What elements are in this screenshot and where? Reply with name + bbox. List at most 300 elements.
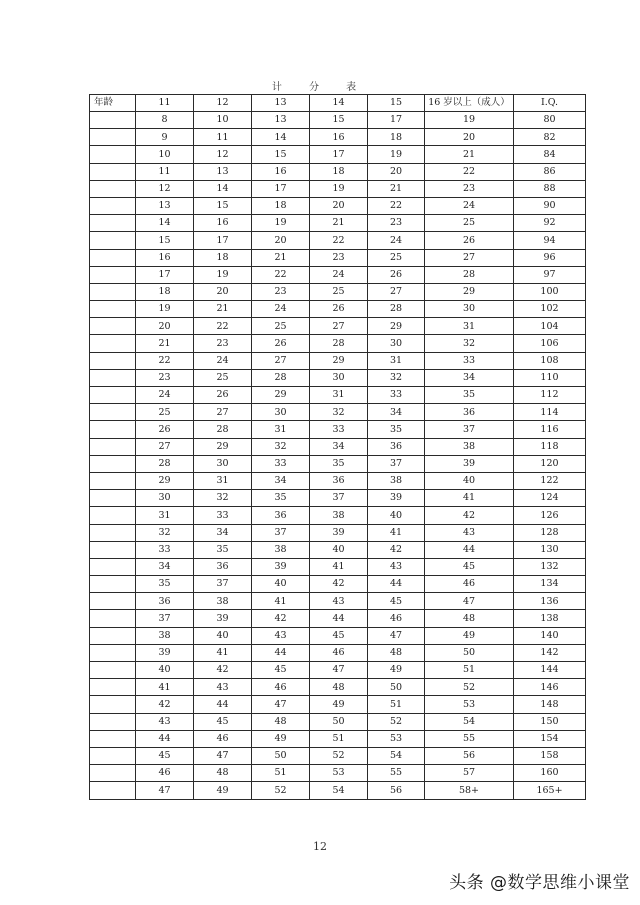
table-cell: 34 bbox=[368, 404, 425, 421]
table-cell: 23 bbox=[368, 215, 425, 232]
table-cell: 22 bbox=[252, 266, 310, 283]
table-cell: 37 bbox=[425, 421, 514, 438]
table-cell: 33 bbox=[252, 455, 310, 472]
table-cell bbox=[90, 180, 136, 197]
table-cell: 92 bbox=[514, 215, 586, 232]
table-cell: 44 bbox=[425, 541, 514, 558]
table-cell: 55 bbox=[368, 765, 425, 782]
table-cell: 30 bbox=[368, 335, 425, 352]
table-cell: 22 bbox=[310, 232, 368, 249]
table-cell: 10 bbox=[136, 146, 194, 163]
table-cell: 134 bbox=[514, 576, 586, 593]
table-row bbox=[90, 180, 586, 197]
table-cell: 19 bbox=[425, 112, 514, 129]
table-cell: 30 bbox=[425, 301, 514, 318]
table-cell: 41 bbox=[425, 490, 514, 507]
table-cell: 26 bbox=[252, 335, 310, 352]
table-cell: 23 bbox=[136, 369, 194, 386]
table-cell: 44 bbox=[252, 644, 310, 661]
table-row bbox=[90, 455, 586, 472]
table-cell: 38 bbox=[252, 541, 310, 558]
table-cell: 52 bbox=[425, 679, 514, 696]
table-cell: 28 bbox=[194, 421, 252, 438]
table-cell bbox=[90, 266, 136, 283]
table-cell: 28 bbox=[425, 266, 514, 283]
table-cell bbox=[90, 197, 136, 214]
table-cell: 20 bbox=[194, 283, 252, 300]
table-cell bbox=[90, 765, 136, 782]
table-cell: 28 bbox=[368, 301, 425, 318]
table-cell: 29 bbox=[310, 352, 368, 369]
table-cell: 45 bbox=[252, 662, 310, 679]
table-cell: 32 bbox=[252, 438, 310, 455]
table-cell: 44 bbox=[194, 696, 252, 713]
table-cell: 34 bbox=[425, 369, 514, 386]
table-cell bbox=[90, 215, 136, 232]
table-cell: 57 bbox=[425, 765, 514, 782]
table-cell: 36 bbox=[194, 558, 252, 575]
table-cell: 54 bbox=[368, 747, 425, 764]
table-row bbox=[90, 421, 586, 438]
table-cell: 25 bbox=[425, 215, 514, 232]
table-cell: 23 bbox=[194, 335, 252, 352]
table-cell: 28 bbox=[310, 335, 368, 352]
table-cell: 13 bbox=[252, 112, 310, 129]
table-cell: 39 bbox=[425, 455, 514, 472]
table-cell: 46 bbox=[368, 610, 425, 627]
table-cell: 146 bbox=[514, 679, 586, 696]
table-row bbox=[90, 593, 586, 610]
table-cell: 21 bbox=[136, 335, 194, 352]
table-cell: 39 bbox=[136, 644, 194, 661]
table-row bbox=[90, 318, 586, 335]
table-cell: 22 bbox=[368, 197, 425, 214]
table-cell: 41 bbox=[310, 558, 368, 575]
table-cell: 43 bbox=[252, 627, 310, 644]
table-cell: 100 bbox=[514, 283, 586, 300]
table-row bbox=[90, 713, 586, 730]
table-cell bbox=[90, 747, 136, 764]
table-cell bbox=[90, 627, 136, 644]
table-cell bbox=[90, 644, 136, 661]
table-cell: 82 bbox=[514, 129, 586, 146]
table-row bbox=[90, 112, 586, 129]
table-cell: 47 bbox=[252, 696, 310, 713]
header-cell: 11 bbox=[136, 95, 194, 112]
table-cell: 45 bbox=[425, 558, 514, 575]
table-cell: 38 bbox=[310, 507, 368, 524]
table-cell: 158 bbox=[514, 747, 586, 764]
table-cell: 26 bbox=[368, 266, 425, 283]
table-row bbox=[90, 369, 586, 386]
table-cell bbox=[90, 662, 136, 679]
table-cell: 27 bbox=[194, 404, 252, 421]
table-cell: 21 bbox=[425, 146, 514, 163]
table-cell: 26 bbox=[136, 421, 194, 438]
table-cell: 43 bbox=[368, 558, 425, 575]
table-cell: 41 bbox=[136, 679, 194, 696]
table-cell: 33 bbox=[194, 507, 252, 524]
table-cell: 19 bbox=[310, 180, 368, 197]
table-cell: 32 bbox=[310, 404, 368, 421]
header-cell: 14 bbox=[310, 95, 368, 112]
table-cell: 51 bbox=[368, 696, 425, 713]
table-cell: 25 bbox=[252, 318, 310, 335]
table-cell: 37 bbox=[194, 576, 252, 593]
table-cell bbox=[90, 232, 136, 249]
table-cell: 35 bbox=[310, 455, 368, 472]
table-cell: 15 bbox=[310, 112, 368, 129]
table-cell: 36 bbox=[252, 507, 310, 524]
table-cell: 27 bbox=[425, 249, 514, 266]
table-row bbox=[90, 301, 586, 318]
table-row bbox=[90, 163, 586, 180]
table-cell: 42 bbox=[368, 541, 425, 558]
table-cell: 20 bbox=[425, 129, 514, 146]
table-cell: 15 bbox=[136, 232, 194, 249]
table-cell: 13 bbox=[194, 163, 252, 180]
table-cell: 18 bbox=[368, 129, 425, 146]
table-cell: 13 bbox=[136, 197, 194, 214]
header-cell-age: 年龄 bbox=[90, 95, 136, 112]
table-cell: 120 bbox=[514, 455, 586, 472]
table-cell: 43 bbox=[194, 679, 252, 696]
table-cell: 112 bbox=[514, 387, 586, 404]
table-cell: 19 bbox=[136, 301, 194, 318]
table-cell: 136 bbox=[514, 593, 586, 610]
table-cell: 43 bbox=[310, 593, 368, 610]
table-cell: 46 bbox=[425, 576, 514, 593]
table-cell: 84 bbox=[514, 146, 586, 163]
score-table bbox=[89, 94, 586, 800]
table-cell: 35 bbox=[368, 421, 425, 438]
table-cell: 21 bbox=[310, 215, 368, 232]
table-cell: 128 bbox=[514, 524, 586, 541]
table-cell: 17 bbox=[194, 232, 252, 249]
header-cell: 12 bbox=[194, 95, 252, 112]
table-cell: 48 bbox=[310, 679, 368, 696]
table-cell: 124 bbox=[514, 490, 586, 507]
table-cell: 27 bbox=[252, 352, 310, 369]
table-cell: 47 bbox=[194, 747, 252, 764]
table-cell: 114 bbox=[514, 404, 586, 421]
table-cell: 39 bbox=[368, 490, 425, 507]
table-cell: 30 bbox=[194, 455, 252, 472]
table-row bbox=[90, 662, 586, 679]
table-cell: 42 bbox=[252, 610, 310, 627]
table-cell: 53 bbox=[368, 730, 425, 747]
table-cell: 15 bbox=[252, 146, 310, 163]
table-cell: 31 bbox=[252, 421, 310, 438]
table-cell: 16 bbox=[252, 163, 310, 180]
table-cell: 8 bbox=[136, 112, 194, 129]
table-cell: 25 bbox=[310, 283, 368, 300]
table-cell: 32 bbox=[368, 369, 425, 386]
table-cell: 144 bbox=[514, 662, 586, 679]
table-cell: 110 bbox=[514, 369, 586, 386]
table-cell: 154 bbox=[514, 730, 586, 747]
table-cell: 42 bbox=[310, 576, 368, 593]
table-cell: 12 bbox=[136, 180, 194, 197]
table-cell: 24 bbox=[252, 301, 310, 318]
table-cell: 22 bbox=[194, 318, 252, 335]
table-row bbox=[90, 627, 586, 644]
table-cell bbox=[90, 730, 136, 747]
table-row bbox=[90, 438, 586, 455]
table-cell: 23 bbox=[310, 249, 368, 266]
table-cell bbox=[90, 576, 136, 593]
table-cell: 40 bbox=[194, 627, 252, 644]
table-cell: 47 bbox=[136, 782, 194, 799]
table-cell: 36 bbox=[310, 472, 368, 489]
table-cell: 45 bbox=[368, 593, 425, 610]
table-cell: 48 bbox=[425, 610, 514, 627]
table-cell: 130 bbox=[514, 541, 586, 558]
table-cell: 49 bbox=[310, 696, 368, 713]
table-cell: 47 bbox=[425, 593, 514, 610]
table-cell: 32 bbox=[194, 490, 252, 507]
table-row bbox=[90, 610, 586, 627]
table-row bbox=[90, 215, 586, 232]
table-cell: 50 bbox=[368, 679, 425, 696]
table-cell: 52 bbox=[368, 713, 425, 730]
table-cell: 16 bbox=[310, 129, 368, 146]
table-cell: 31 bbox=[425, 318, 514, 335]
table-cell: 90 bbox=[514, 197, 586, 214]
table-cell: 25 bbox=[136, 404, 194, 421]
table-cell: 39 bbox=[310, 524, 368, 541]
table-cell: 37 bbox=[252, 524, 310, 541]
table-cell: 25 bbox=[368, 249, 425, 266]
table-cell: 14 bbox=[194, 180, 252, 197]
table-cell: 36 bbox=[368, 438, 425, 455]
table-cell bbox=[90, 404, 136, 421]
table-cell: 44 bbox=[136, 730, 194, 747]
table-cell bbox=[90, 318, 136, 335]
table-cell bbox=[90, 713, 136, 730]
table-cell: 138 bbox=[514, 610, 586, 627]
table-cell: 43 bbox=[136, 713, 194, 730]
table-cell: 22 bbox=[136, 352, 194, 369]
table-cell bbox=[90, 112, 136, 129]
table-cell: 33 bbox=[368, 387, 425, 404]
table-cell: 10 bbox=[194, 112, 252, 129]
table-cell: 50 bbox=[425, 644, 514, 661]
watermark: 头条 @数学思维小课堂 bbox=[449, 873, 630, 893]
table-cell: 24 bbox=[425, 197, 514, 214]
table-cell: 9 bbox=[136, 129, 194, 146]
table-header-row bbox=[90, 95, 586, 112]
table-cell: 38 bbox=[425, 438, 514, 455]
table-cell: 31 bbox=[368, 352, 425, 369]
table-cell: 132 bbox=[514, 558, 586, 575]
table-cell: 86 bbox=[514, 163, 586, 180]
table-cell: 29 bbox=[194, 438, 252, 455]
table-cell: 31 bbox=[136, 507, 194, 524]
table-cell bbox=[90, 387, 136, 404]
table-cell: 20 bbox=[310, 197, 368, 214]
table-cell bbox=[90, 283, 136, 300]
table-cell: 30 bbox=[136, 490, 194, 507]
table-cell: 34 bbox=[252, 472, 310, 489]
table-cell bbox=[90, 335, 136, 352]
table-cell bbox=[90, 524, 136, 541]
table-cell: 106 bbox=[514, 335, 586, 352]
table-cell bbox=[90, 438, 136, 455]
table-cell: 39 bbox=[252, 558, 310, 575]
table-cell: 26 bbox=[425, 232, 514, 249]
table-cell: 35 bbox=[252, 490, 310, 507]
table-cell: 33 bbox=[425, 352, 514, 369]
table-row bbox=[90, 404, 586, 421]
table-cell: 38 bbox=[194, 593, 252, 610]
table-cell: 48 bbox=[368, 644, 425, 661]
table-cell: 45 bbox=[136, 747, 194, 764]
table-row bbox=[90, 541, 586, 558]
table-cell: 29 bbox=[252, 387, 310, 404]
table-row bbox=[90, 507, 586, 524]
table-cell bbox=[90, 129, 136, 146]
header-cell: 15 bbox=[368, 95, 425, 112]
table-cell: 41 bbox=[252, 593, 310, 610]
table-row bbox=[90, 232, 586, 249]
table-cell: 36 bbox=[136, 593, 194, 610]
table-cell: 27 bbox=[310, 318, 368, 335]
table-cell: 31 bbox=[194, 472, 252, 489]
table-cell: 29 bbox=[136, 472, 194, 489]
table-row bbox=[90, 472, 586, 489]
table-cell: 34 bbox=[194, 524, 252, 541]
table-cell: 80 bbox=[514, 112, 586, 129]
header-cell-iq: I.Q. bbox=[514, 95, 586, 112]
table-cell: 142 bbox=[514, 644, 586, 661]
table-cell: 40 bbox=[136, 662, 194, 679]
table-cell: 42 bbox=[194, 662, 252, 679]
table-cell bbox=[90, 369, 136, 386]
table-cell: 17 bbox=[252, 180, 310, 197]
table-row bbox=[90, 490, 586, 507]
table-cell: 35 bbox=[425, 387, 514, 404]
table-cell bbox=[90, 541, 136, 558]
table-cell: 49 bbox=[425, 627, 514, 644]
table-row bbox=[90, 765, 586, 782]
table-cell: 35 bbox=[136, 576, 194, 593]
table-row bbox=[90, 730, 586, 747]
table-row bbox=[90, 129, 586, 146]
page-number: 12 bbox=[313, 840, 327, 853]
table-cell bbox=[90, 301, 136, 318]
table-cell: 49 bbox=[194, 782, 252, 799]
table-cell bbox=[90, 146, 136, 163]
table-row bbox=[90, 747, 586, 764]
table-cell bbox=[90, 249, 136, 266]
header-cell: 13 bbox=[252, 95, 310, 112]
table-cell: 20 bbox=[368, 163, 425, 180]
table-cell: 104 bbox=[514, 318, 586, 335]
table-cell: 22 bbox=[425, 163, 514, 180]
table-cell: 54 bbox=[425, 713, 514, 730]
table-cell: 31 bbox=[310, 387, 368, 404]
table-row bbox=[90, 524, 586, 541]
table-cell: 58+ bbox=[425, 782, 514, 799]
table-cell: 96 bbox=[514, 249, 586, 266]
table-cell: 17 bbox=[136, 266, 194, 283]
table-cell: 40 bbox=[425, 472, 514, 489]
table-cell: 12 bbox=[194, 146, 252, 163]
table-cell: 94 bbox=[514, 232, 586, 249]
table-cell: 46 bbox=[136, 765, 194, 782]
table-cell: 102 bbox=[514, 301, 586, 318]
table-cell: 26 bbox=[310, 301, 368, 318]
table-cell: 50 bbox=[310, 713, 368, 730]
table-cell: 42 bbox=[425, 507, 514, 524]
table-cell: 40 bbox=[252, 576, 310, 593]
table-cell: 47 bbox=[310, 662, 368, 679]
table-cell: 88 bbox=[514, 180, 586, 197]
table-cell: 50 bbox=[252, 747, 310, 764]
table-cell: 18 bbox=[194, 249, 252, 266]
table-cell: 23 bbox=[252, 283, 310, 300]
table-cell: 11 bbox=[136, 163, 194, 180]
table-cell bbox=[90, 421, 136, 438]
table-cell: 32 bbox=[136, 524, 194, 541]
table-cell: 32 bbox=[425, 335, 514, 352]
table-cell: 14 bbox=[136, 215, 194, 232]
table-row bbox=[90, 679, 586, 696]
table-cell bbox=[90, 558, 136, 575]
table-cell: 148 bbox=[514, 696, 586, 713]
table-cell: 28 bbox=[252, 369, 310, 386]
table-cell: 21 bbox=[368, 180, 425, 197]
table-cell: 18 bbox=[136, 283, 194, 300]
table-cell: 24 bbox=[310, 266, 368, 283]
table-cell: 35 bbox=[194, 541, 252, 558]
table-row bbox=[90, 558, 586, 575]
table-cell: 40 bbox=[368, 507, 425, 524]
table-cell: 49 bbox=[252, 730, 310, 747]
table-cell: 20 bbox=[252, 232, 310, 249]
table-row bbox=[90, 249, 586, 266]
table-cell: 46 bbox=[252, 679, 310, 696]
table-cell: 25 bbox=[194, 369, 252, 386]
table-cell: 55 bbox=[425, 730, 514, 747]
table-cell: 17 bbox=[310, 146, 368, 163]
table-cell: 43 bbox=[425, 524, 514, 541]
table-row bbox=[90, 283, 586, 300]
table-cell: 36 bbox=[425, 404, 514, 421]
table-cell: 27 bbox=[368, 283, 425, 300]
table-cell: 18 bbox=[252, 197, 310, 214]
table-cell: 47 bbox=[368, 627, 425, 644]
table-cell: 52 bbox=[310, 747, 368, 764]
table-body bbox=[90, 95, 586, 800]
table-cell bbox=[90, 352, 136, 369]
table-cell: 37 bbox=[368, 455, 425, 472]
table-cell: 150 bbox=[514, 713, 586, 730]
table-cell: 24 bbox=[368, 232, 425, 249]
table-row bbox=[90, 352, 586, 369]
table-row bbox=[90, 266, 586, 283]
table-cell: 48 bbox=[252, 713, 310, 730]
table-cell: 24 bbox=[136, 387, 194, 404]
table-cell: 160 bbox=[514, 765, 586, 782]
table-cell: 116 bbox=[514, 421, 586, 438]
table-cell: 51 bbox=[310, 730, 368, 747]
table-cell: 56 bbox=[368, 782, 425, 799]
table-row bbox=[90, 335, 586, 352]
table-cell: 56 bbox=[425, 747, 514, 764]
table-cell: 54 bbox=[310, 782, 368, 799]
